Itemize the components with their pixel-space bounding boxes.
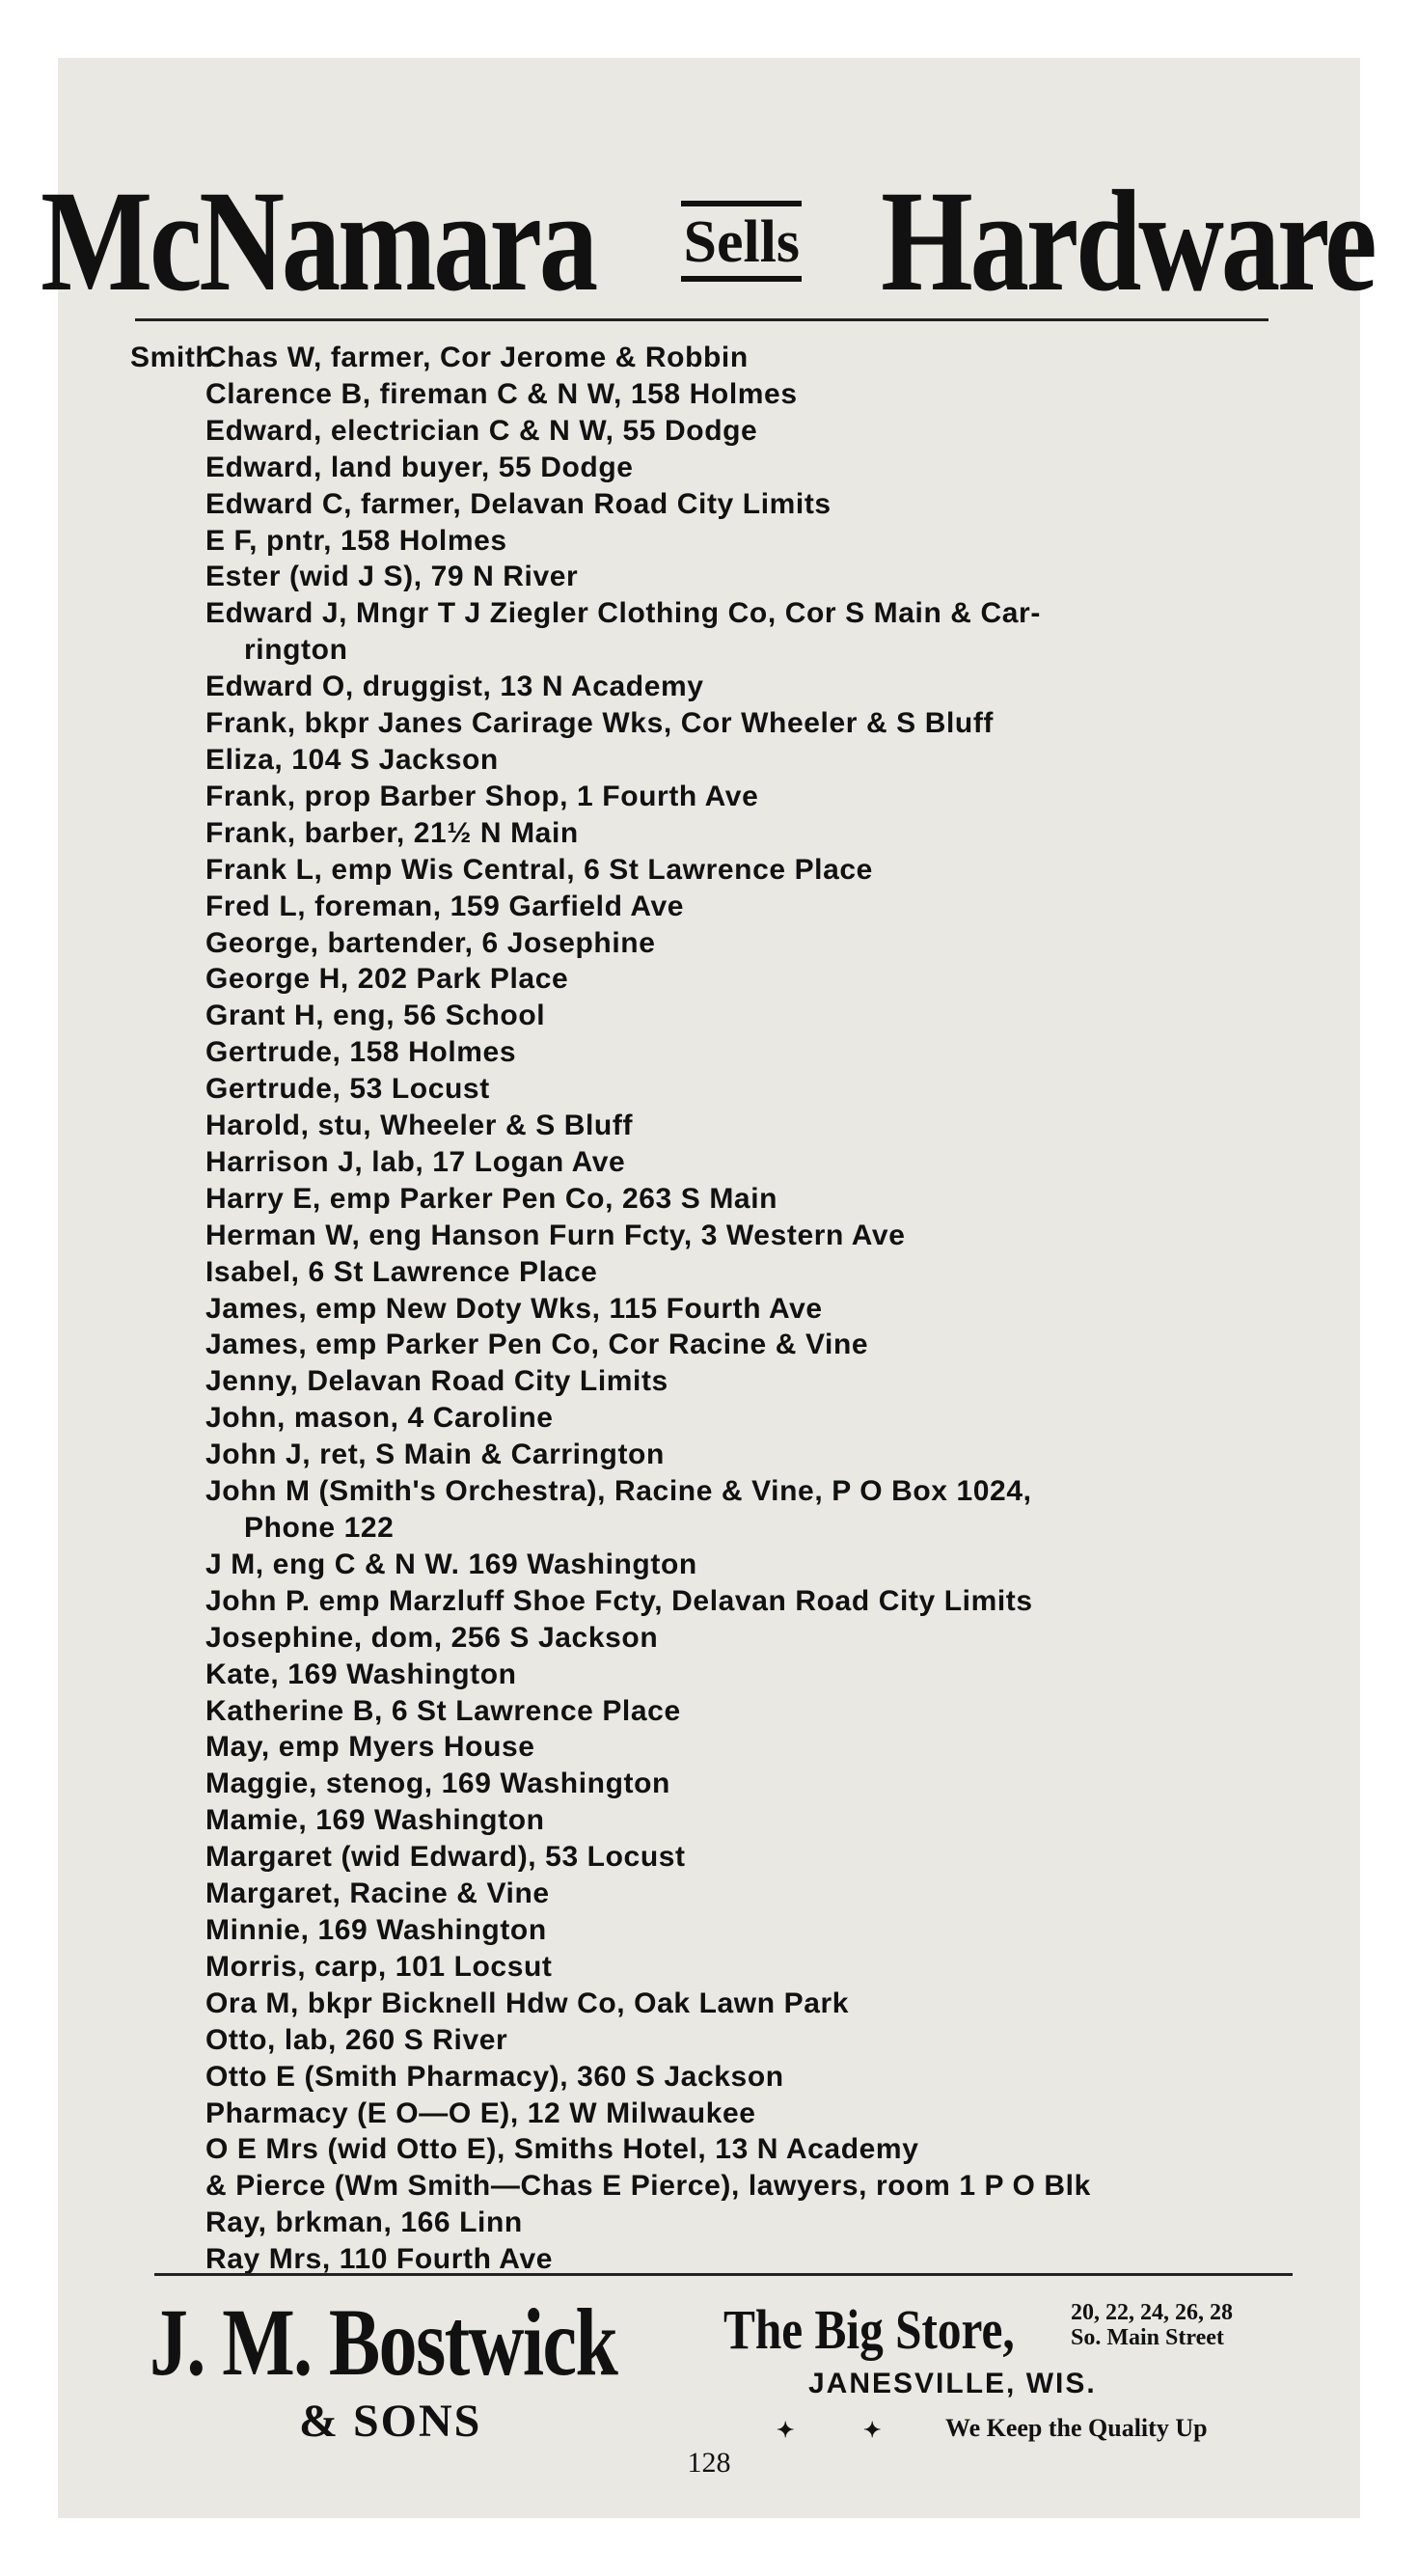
ad-sells: Sells	[681, 201, 802, 282]
directory-entry	[130, 1254, 1336, 1291]
directory-entry	[130, 705, 1336, 742]
directory-entry	[130, 669, 1336, 705]
entry-continuation	[130, 632, 1336, 669]
directory-entry	[130, 1144, 1336, 1181]
entry-text: Ray, brkman, 166 Linn	[205, 2206, 523, 2239]
directory-entry	[130, 1729, 1336, 1766]
mcnamara-hardware-ad	[41, 145, 1375, 338]
entry-text: Minnie, 169 Washington	[205, 1913, 547, 1946]
ad-hardware: Hardware	[881, 161, 1375, 321]
entry-text: Harrison J, lab, 17 Logan Ave	[205, 1145, 626, 1178]
entry-text: Mamie, 169 Washington	[205, 1804, 545, 1837]
directory-entry	[130, 779, 1336, 815]
ad-sons: & SONS	[299, 2396, 482, 2447]
directory-entry	[130, 1181, 1336, 1218]
bottom-divider	[154, 2273, 1293, 2276]
entry-text: Ora M, bkpr Bicknell Hdw Co, Oak Lawn Park	[205, 1987, 850, 2019]
ad-city: JANESVILLE, WIS.	[808, 2368, 1097, 2399]
directory-entry	[130, 450, 1336, 486]
directory-entry	[130, 1583, 1336, 1620]
directory-entry	[130, 340, 1336, 376]
ad-mcnamara: McNamara	[41, 161, 596, 321]
entry-text: Edward C, farmer, Delavan Road City Limits	[205, 487, 832, 520]
directory-entry	[130, 1876, 1336, 1912]
directory-entries	[130, 340, 1336, 2278]
directory-entry	[130, 595, 1336, 632]
entry-text: Pharmacy (E O—O E), 12 W Milwaukee	[205, 2096, 756, 2129]
page-number: 128	[687, 2447, 731, 2479]
directory-entry	[130, 1912, 1336, 1949]
entry-text: Frank L, emp Wis Central, 6 St Lawrence Place	[205, 853, 873, 886]
directory-entry	[130, 486, 1336, 523]
directory-entry	[130, 2205, 1336, 2241]
directory-entry	[130, 852, 1336, 889]
entry-text: Edward, land buyer, 55 Dodge	[205, 451, 634, 483]
entry-text: John P. emp Marzluff Shoe Fcty, Delavan Road City Limits	[205, 1584, 1033, 1617]
entry-text: Phone 122	[244, 1512, 395, 1544]
directory-entry	[130, 2131, 1336, 2168]
directory-entry	[130, 2022, 1336, 2059]
entry-continuation	[130, 1510, 1336, 1547]
entry-text: John M (Smith's Orchestra), Racine & Vine, P O Box 1024,	[205, 1475, 1032, 1508]
directory-entry	[130, 1437, 1336, 1473]
entry-text: Grant H, eng, 56 School	[205, 1000, 546, 1032]
directory-entry	[130, 1291, 1336, 1328]
directory-entry	[130, 1108, 1336, 1144]
entry-text: Gertrude, 53 Locust	[205, 1073, 490, 1106]
entry-text: Edward O, druggist, 13 N Academy	[205, 671, 704, 703]
entry-text: Ray Mrs, 110 Fourth Ave	[205, 2243, 554, 2276]
directory-entry	[130, 1986, 1336, 2022]
entry-text: & Pierce (Wm Smith—Chas E Pierce), lawyers, room 1 P O Blk	[205, 2170, 1091, 2203]
ad-bostwick-name: J. M. Bostwick	[150, 2288, 617, 2396]
entry-text: George H, 202 Park Place	[205, 963, 569, 996]
ad-tagline: We Keep the Quality Up	[945, 2414, 1208, 2442]
directory-entry	[130, 376, 1336, 413]
directory-entry	[130, 1034, 1336, 1071]
directory-entry	[130, 2096, 1336, 2132]
entry-text: Harry E, emp Parker Pen Co, 263 S Main	[205, 1182, 778, 1215]
entry-text: Maggie, stenog, 169 Washington	[205, 1768, 670, 1800]
ornament-icon: ✦	[863, 2418, 882, 2442]
entry-text: Clarence B, fireman C & N W, 158 Holmes	[205, 377, 798, 410]
entry-text: James, emp Parker Pen Co, Cor Racine & Vine	[205, 1329, 869, 1361]
entry-text: Otto, lab, 260 S River	[205, 2023, 508, 2056]
entry-text: Edward J, Mngr T J Ziegler Clothing Co, Cor S Main & Car-	[205, 597, 1041, 630]
entry-text: Eliza, 104 S Jackson	[205, 743, 499, 776]
entry-text: Isabel, 6 St Lawrence Place	[205, 1255, 598, 1288]
entry-text: Fred L, foreman, 159 Garfield Ave	[205, 890, 685, 922]
directory-entry	[130, 1620, 1336, 1657]
ad-address	[1071, 2300, 1233, 2350]
entry-text: Morris, carp, 101 Locsut	[205, 1950, 553, 1983]
entry-text: Ester (wid J S), 79 N River	[205, 561, 579, 593]
directory-entry	[130, 815, 1336, 852]
entry-text: Katherine B, 6 St Lawrence Place	[205, 1694, 681, 1727]
entry-text: George, bartender, 6 Josephine	[205, 926, 656, 959]
directory-entry	[130, 998, 1336, 1034]
directory-entry	[130, 889, 1336, 925]
entry-text: E F, pntr, 158 Holmes	[205, 524, 507, 557]
directory-entry	[130, 2059, 1336, 2096]
entry-text: Jenny, Delavan Road City Limits	[205, 1365, 668, 1398]
directory-entry	[130, 1949, 1336, 1986]
directory-entry	[130, 961, 1336, 998]
entry-text: Chas W, farmer, Cor Jerome & Robbin	[205, 342, 749, 373]
directory-entry	[130, 1327, 1336, 1363]
entry-text: Otto E (Smith Pharmacy), 360 S Jackson	[205, 2060, 784, 2093]
entry-text: J M, eng C & N W. 169 Washington	[205, 1548, 697, 1580]
entry-text: Kate, 169 Washington	[205, 1658, 517, 1690]
entry-text: Frank, prop Barber Shop, 1 Fourth Ave	[205, 780, 759, 812]
entry-surname: Smith	[130, 342, 214, 373]
entry-text: John, mason, 4 Caroline	[205, 1402, 554, 1435]
directory-entry	[130, 413, 1336, 450]
directory-entry	[130, 1693, 1336, 1730]
entry-text: Gertrude, 158 Holmes	[205, 1036, 517, 1069]
entry-text: rington	[244, 634, 348, 667]
top-divider	[135, 318, 1268, 321]
directory-entry	[130, 1657, 1336, 1693]
ad-address-line2: So. Main Street	[1071, 2325, 1224, 2350]
directory-entry	[130, 1473, 1336, 1510]
entry-text: John J, ret, S Main & Carrington	[205, 1439, 665, 1471]
entry-text: James, emp New Doty Wks, 115 Fourth Ave	[205, 1292, 823, 1325]
entry-text: Margaret (wid Edward), 53 Locust	[205, 1841, 686, 1874]
directory-entry	[130, 925, 1336, 962]
entry-text: Edward, electrician C & N W, 55 Dodge	[205, 414, 758, 447]
entry-text: Herman W, eng Hanson Furn Fcty, 3 Western Ave	[205, 1219, 906, 1251]
directory-page	[41, 58, 1375, 2518]
entry-text: Josephine, dom, 256 S Jackson	[205, 1621, 659, 1654]
directory-entry	[130, 1766, 1336, 1802]
entry-text: O E Mrs (wid Otto E), Smiths Hotel, 13 N Academy	[205, 2133, 919, 2166]
bostwick-ad	[58, 2277, 1360, 2470]
directory-entry	[130, 2168, 1336, 2205]
entry-text: Frank, barber, 21½ N Main	[205, 816, 579, 849]
directory-entry	[130, 1071, 1336, 1108]
directory-entry	[130, 1363, 1336, 1400]
directory-entry	[130, 523, 1336, 560]
directory-entry	[130, 1547, 1336, 1583]
ad-sells-block	[681, 201, 802, 282]
entry-text: Margaret, Racine & Vine	[205, 1877, 550, 1910]
directory-entry	[130, 559, 1336, 595]
ornament-icon: ✦	[777, 2418, 795, 2442]
directory-entry	[130, 1218, 1336, 1254]
entry-text: Harold, stu, Wheeler & S Bluff	[205, 1110, 634, 1142]
directory-entry	[130, 1802, 1336, 1839]
entry-text: Frank, bkpr Janes Carirage Wks, Cor Wheeler & S Bluff	[205, 707, 995, 740]
directory-entry	[130, 1839, 1336, 1876]
entry-text: May, emp Myers House	[205, 1731, 535, 1764]
directory-entry	[130, 1400, 1336, 1437]
directory-entry	[130, 742, 1336, 779]
ad-big-store: The Big Store,	[723, 2298, 1015, 2361]
ad-address-line1: 20, 22, 24, 26, 28	[1071, 2300, 1233, 2325]
